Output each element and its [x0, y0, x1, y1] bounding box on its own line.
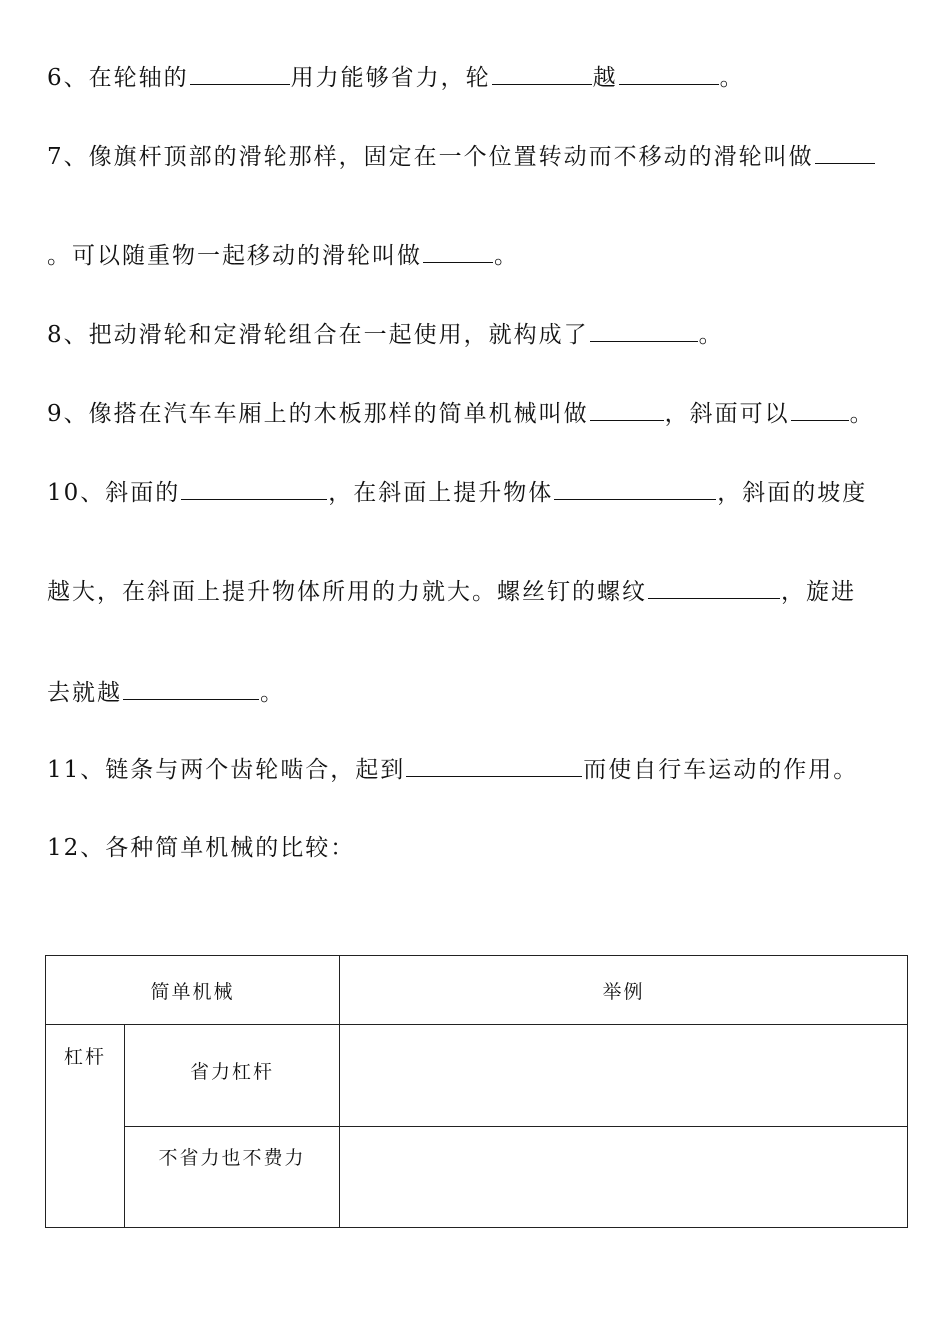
q6-blank-3[interactable] — [619, 62, 719, 85]
header-example-label: 举例 — [602, 980, 645, 1003]
header-machine-label: 简单机械 — [150, 980, 235, 1003]
q12-text-a: 12、各种简单机械的比较： — [47, 835, 356, 861]
q10-text-d: 越大，在斜面上提升物体所用的力就大。螺丝钉的螺纹 — [47, 579, 647, 605]
q10-text-c: ，斜面的坡度 — [717, 480, 868, 506]
q10-text-a: 10、斜面的 — [47, 480, 181, 506]
row2-label: 不省力也不费力 — [158, 1147, 306, 1169]
q10-blank-2[interactable] — [554, 477, 716, 500]
example-cell-1[interactable] — [340, 1025, 908, 1127]
q8-blank-1[interactable] — [590, 319, 698, 342]
header-example-cell — [340, 956, 908, 1025]
group-lever-label: 杠杆 — [63, 1046, 106, 1068]
q10-text-g: 。 — [260, 680, 285, 706]
q10-blank-3[interactable] — [648, 576, 780, 599]
q8-text-a: 8、把动滑轮和定滑轮组合在一起使用，就构成了 — [47, 322, 589, 348]
q7-text-c: 。 — [494, 243, 519, 269]
q7-text-a: 7、像旗杆顶部的滑轮那样，固定在一个位置转动而不移动的滑轮叫做 — [47, 144, 814, 170]
table-row — [46, 1025, 908, 1127]
q7-blank-1[interactable] — [815, 141, 875, 164]
q10-text-f: 去就越 — [47, 680, 122, 706]
q10-blank-4[interactable] — [123, 677, 259, 700]
q6-text-a: 6、在轮轴的 — [47, 65, 189, 91]
q9-text-b: ，斜面可以 — [664, 401, 790, 427]
q10-text-e: ，旋进 — [781, 579, 856, 605]
q6-blank-2[interactable] — [492, 62, 592, 85]
row-label-cell — [125, 1025, 340, 1127]
question-10-line-2 — [47, 576, 856, 607]
row-label-cell — [125, 1127, 340, 1228]
q11-text-a: 11、链条与两个齿轮啮合，起到 — [47, 757, 406, 783]
table-header-row — [46, 956, 908, 1025]
question-9 — [47, 398, 875, 429]
question-8 — [47, 319, 724, 350]
question-6 — [47, 62, 745, 93]
q8-text-b: 。 — [698, 322, 724, 348]
example-cell-2[interactable] — [340, 1127, 908, 1228]
q6-blank-1[interactable] — [190, 62, 290, 85]
question-7-line-1 — [47, 141, 876, 172]
q9-blank-1[interactable] — [590, 398, 664, 421]
q10-text-b: ，在斜面上提升物体 — [328, 480, 554, 506]
row1-label: 省力杠杆 — [190, 1061, 275, 1083]
comparison-table — [45, 955, 908, 1228]
q9-blank-2[interactable] — [791, 398, 849, 421]
q9-text-a: 9、像搭在汽车车厢上的木板那样的简单机械叫做 — [47, 401, 589, 427]
q11-blank-1[interactable] — [406, 754, 582, 777]
q6-text-d: 。 — [719, 65, 745, 91]
header-machine-cell — [46, 956, 340, 1025]
q11-text-b: 而使自行车运动的作用。 — [583, 757, 859, 783]
table-row — [46, 1127, 908, 1228]
question-7-line-2 — [47, 240, 519, 271]
q7-blank-2[interactable] — [423, 240, 493, 263]
q6-text-b: 用力能够省力，轮 — [290, 65, 491, 91]
q6-text-c: 越 — [592, 65, 618, 91]
question-10-line-3 — [47, 677, 285, 708]
question-10-line-1 — [47, 477, 867, 508]
q7-text-b: 。可以随重物一起移动的滑轮叫做 — [47, 243, 422, 269]
question-11 — [47, 754, 858, 785]
group-lever-cell — [46, 1025, 125, 1228]
q10-blank-1[interactable] — [181, 477, 327, 500]
q9-text-c: 。 — [849, 401, 875, 427]
question-12 — [47, 833, 355, 863]
